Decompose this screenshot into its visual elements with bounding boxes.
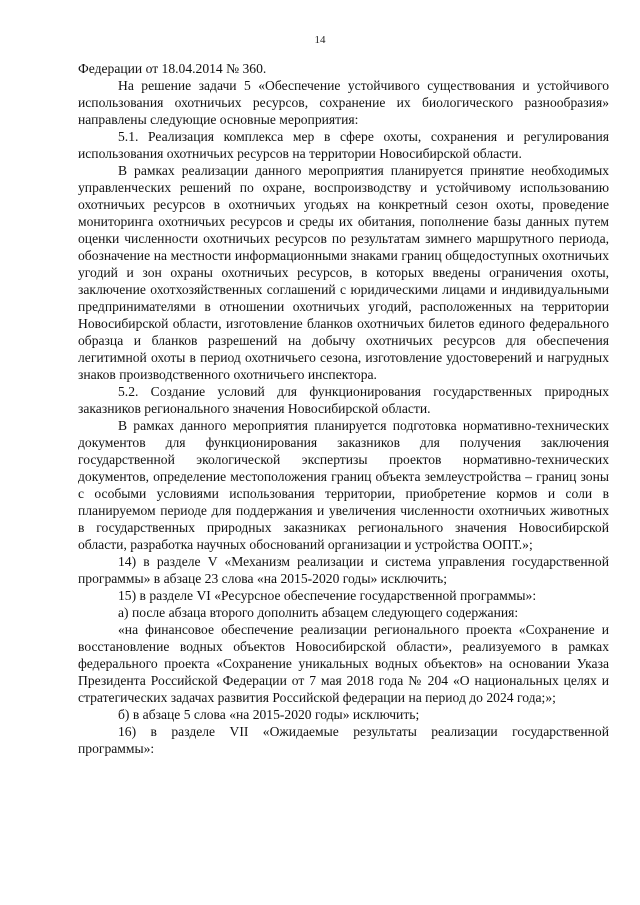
paragraph: 5.1. Реализация комплекса мер в сфере охоты, сохранения и регулирования использования охотничьих ресурсов на территории Новосибирской области.	[78, 129, 609, 161]
paragraph: б) в абзаце 5 слова «на 2015-2020 годы» исключить;	[118, 707, 420, 722]
paragraph: В рамках данного мероприятия планируется подготовка нормативно-технических документов для функционирования заказников для получения заключения государственной экологической экспертизы проектов нормативно-технических документов, определение местоположения границ объекта землеустройства – границ зоны с особыми условиями использования территории, приобретение кормов и соли в планируемом периоде для поддержания и увеличения численности охотничьих животных в государственных природных заказниках регионального значения Новосибирской области, разработка научных обоснований организации и устройства ООПТ.»;	[78, 418, 609, 552]
paragraph: 16) в разделе VII «Ожидаемые результаты реализации государственной программы»:	[78, 724, 609, 756]
document-body	[78, 60, 609, 757]
paragraph: 5.2. Создание условий для функционирования государственных природных заказников регионального значения Новосибирской области.	[78, 384, 609, 416]
paragraph: «на финансовое обеспечение реализации регионального проекта «Сохранение и восстановление водных объектов Новосибирской области», реализуемого в рамках федерального проекта «Сохранение уникальных водных объектов» на основании Указа Президента Российской Федерации от 7 мая 2018 года № 204 «О национальных целях и стратегических задачах развития Российской федерации на период до 2024 года;»;	[78, 622, 609, 705]
paragraph: а) после абзаца второго дополнить абзацем следующего содержания:	[118, 605, 519, 620]
paragraph: На решение задачи 5 «Обеспечение устойчивого существования и устойчивого использования охотничьих ресурсов, сохранение их биологического разнообразия» направлены следующие основные мероприятия:	[78, 78, 609, 127]
paragraph: 15) в разделе VI «Ресурсное обеспечение государственной программы»:	[118, 588, 537, 603]
paragraph: В рамках реализации данного мероприятия планируется принятие необходимых управленческих решений по охране, воспроизводству и устойчивому использованию охотничьих ресурсов в охотничьих угодьях на конкретный сезон охоты, проведение мониторинга охотничьих ресурсов и среды их обитания, пополнение базы данных путем оценки численности охотничьих ресурсов по результатам зимнего маршрутного периода, обозначение на местности информационными знаками границ общедоступных охотничьих угодий и зон охраны охотничьих ресурсов, в которых введены ограничения охоты, заключение охотхозяйственных соглашений с юридическими лицами и индивидуальными предпринимателями в отношении охотничьих угодий, расположенных на территории Новосибирской области, изготовление бланков охотничьих билетов единого федерального образца и бланков разрешений на добычу охотничьих ресурсов для обеспечения легитимной охоты в период охотничьего сезона, изготовление удостоверений и нагрудных знаков производственного охотничьего инспектора.	[78, 163, 609, 382]
paragraph: 14) в разделе V «Механизм реализации и система управления государственной программы» в абзаце 23 слова «на 2015-2020 годы» исключить;	[78, 554, 609, 586]
page-number: 14	[314, 34, 326, 46]
paragraph: Федерации от 18.04.2014 № 360.	[78, 61, 267, 76]
